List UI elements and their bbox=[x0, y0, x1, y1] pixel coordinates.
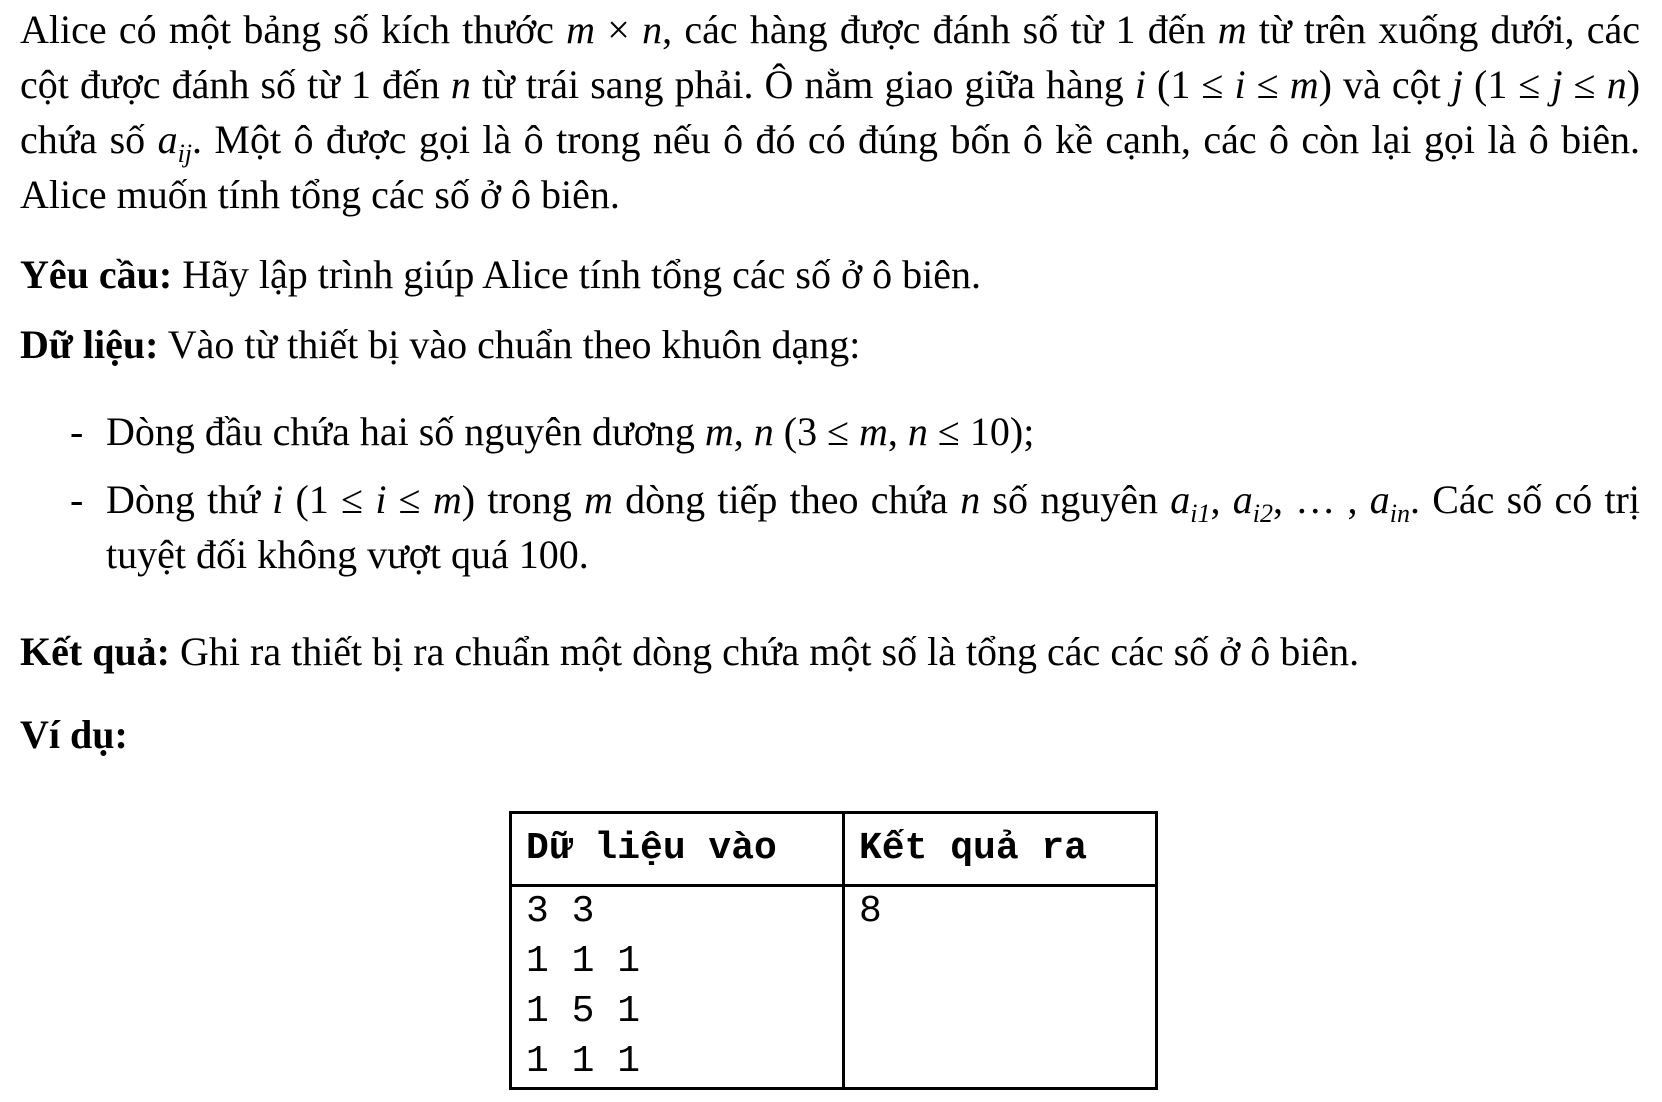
output-section-paragraph bbox=[20, 624, 1640, 679]
example-table-header-input: Dữ liệu vào bbox=[511, 813, 844, 886]
example-table-header-row bbox=[511, 813, 1157, 886]
bullet-marker: - bbox=[70, 409, 84, 454]
input-format-list bbox=[20, 404, 1640, 582]
example-table bbox=[509, 811, 1158, 1090]
example-output-cell: 8 bbox=[844, 886, 1157, 1089]
input-section-text: Vào từ thiết bị vào chuẩn theo khuôn dạng: bbox=[158, 322, 861, 367]
example-section-paragraph bbox=[20, 707, 1640, 762]
requirement-paragraph bbox=[20, 247, 1640, 302]
example-table-header-output: Kết quả ra bbox=[844, 813, 1157, 886]
example-table-body-row bbox=[511, 886, 1157, 1089]
requirement-label: Yêu cầu: bbox=[20, 252, 173, 297]
input-section-paragraph bbox=[20, 317, 1640, 372]
list-item bbox=[20, 472, 1640, 582]
list-item bbox=[20, 404, 1640, 459]
example-input-cell: 3 3 1 1 1 1 5 1 1 1 1 bbox=[511, 886, 844, 1089]
intro-paragraph: Alice có một bảng số kích thước m × n, các hàng được đánh số từ 1 đến m từ trên xuống dưới, các cột được đánh số từ 1 đến n từ trái sang phải. Ô nằm giao giữa hàng i (1 ≤ i ≤ m) và cột j (1 ≤ j ≤ n) chứa số $a_{ij}$. Một ô được gọi là ô trong nếu ô đó có đúng bốn ô kề cạnh, các ô còn lại gọi là ô biên. Alice muốn tính tổng các số ở ô biên. bbox=[20, 7, 1641, 217]
output-section-label: Kết quả: bbox=[20, 629, 170, 674]
list-item-text: Dòng thứ i (1 ≤ i ≤ m) trong m dòng tiếp theo chứa n số nguyên $a_{i1}$, $a_{i2}$, … , $a_{in}$. Các số có trị tuyệt đối không vượt quá 100. bbox=[106, 477, 1640, 577]
example-section-label: Ví dụ: bbox=[20, 712, 128, 757]
requirement-text: Hãy lập trình giúp Alice tính tổng các số ở ô biên. bbox=[172, 252, 981, 297]
bullet-marker: - bbox=[70, 477, 84, 522]
input-section-label: Dữ liệu: bbox=[20, 322, 159, 367]
output-section-text: Ghi ra thiết bị ra chuẩn một dòng chứa một số là tổng các các số ở ô biên. bbox=[170, 629, 1360, 674]
list-item-text: Dòng đầu chứa hai số nguyên dương m, n (3 ≤ m, n ≤ 10); bbox=[106, 409, 1035, 454]
